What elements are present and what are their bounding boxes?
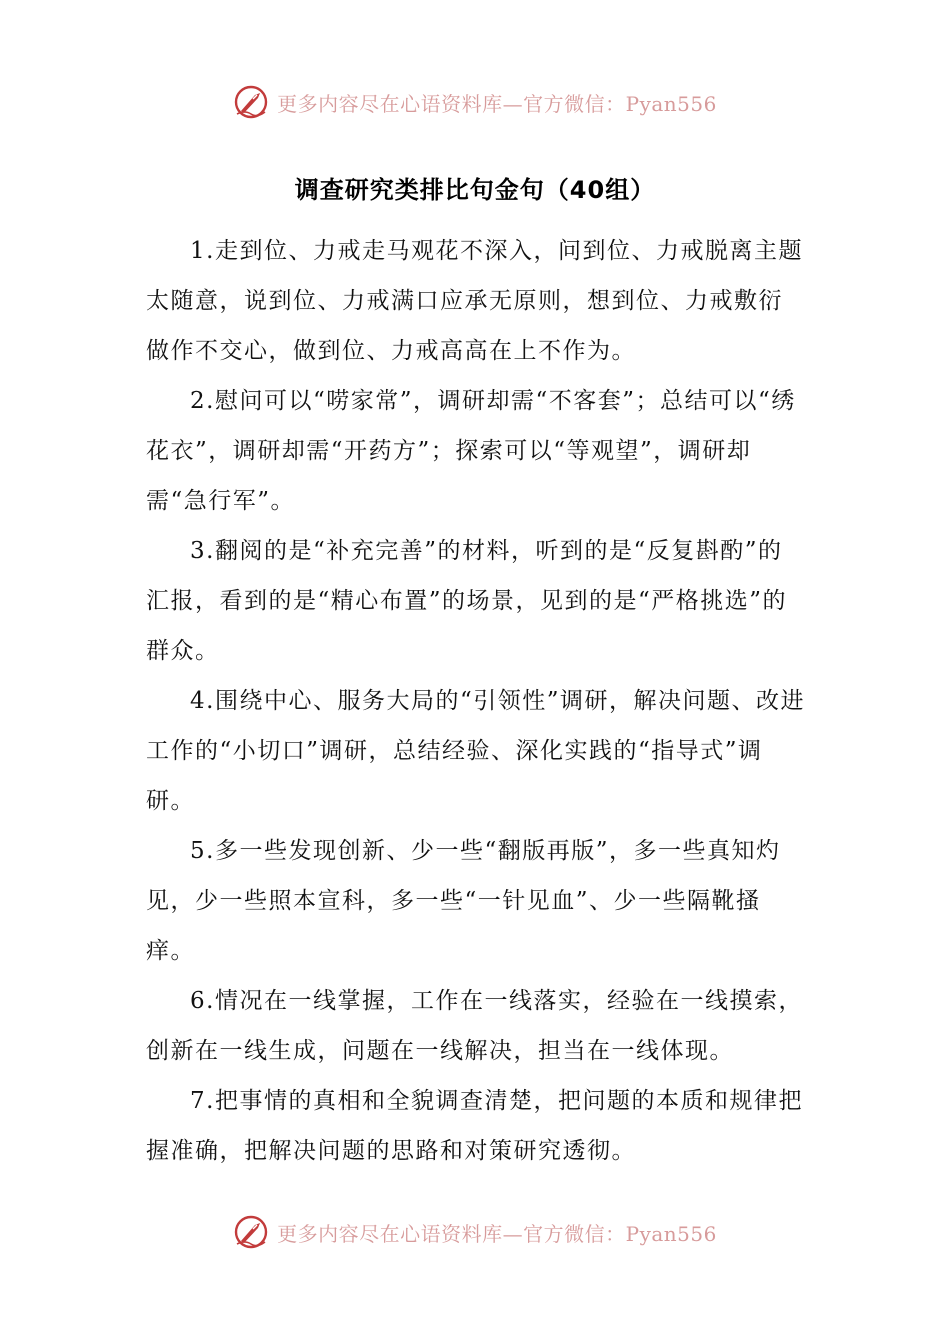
paragraph-3: 3.翻阅的是“补充完善”的材料，听到的是“反复斟酌”的汇报，看到的是“精心布置”的场景，见到的是“严格挑选”的群众。 bbox=[146, 538, 788, 664]
footer-watermark-text: 更多内容尽在心语资料库—官方微信：Pyan556 bbox=[277, 1221, 717, 1246]
footer-watermark-inner bbox=[233, 1214, 717, 1250]
paragraph-7: 7.把事情的真相和全貌调查清楚，把问题的本质和规律把握准确，把解决问题的思路和对策研究透彻。 bbox=[146, 1088, 803, 1164]
paragraph-1: 1.走到位、力戒走马观花不深入，问到位、力戒脱离主题太随意，说到位、力戒满口应承无原则，想到位、力戒敷衍做作不交心，做到位、力戒高高在上不作为。 bbox=[146, 238, 803, 364]
document-body bbox=[146, 226, 806, 1176]
header-watermark bbox=[0, 82, 950, 122]
document-title: 调查研究类排比句金句（40组） bbox=[294, 176, 656, 204]
footer-watermark bbox=[0, 1212, 950, 1252]
header-watermark-inner bbox=[233, 84, 717, 120]
header-watermark-text: 更多内容尽在心语资料库—官方微信：Pyan556 bbox=[277, 91, 717, 116]
pen-nib-in-circle-icon bbox=[233, 84, 269, 120]
paragraph-4: 4.围绕中心、服务大局的“引领性”调研，解决问题、改进工作的“小切口”调研，总结经验、深化实践的“指导式”调研。 bbox=[146, 688, 805, 814]
paragraph-5: 5.多一些发现创新、少一些“翻版再版”，多一些真知灼见，少一些照本宣科，多一些“一针见血”、少一些隔靴搔痒。 bbox=[146, 838, 781, 964]
paragraph-6: 6.情况在一线掌握，工作在一线落实，经验在一线摸索，创新在一线生成，问题在一线解决，担当在一线体现。 bbox=[146, 988, 803, 1064]
pen-nib-in-circle-icon bbox=[233, 1214, 269, 1250]
paragraph-2: 2.慰问可以“唠家常”，调研却需“不客套”；总结可以“绣花衣”，调研却需“开药方”；探索可以“等观望”，调研却需“急行军”。 bbox=[146, 388, 796, 514]
